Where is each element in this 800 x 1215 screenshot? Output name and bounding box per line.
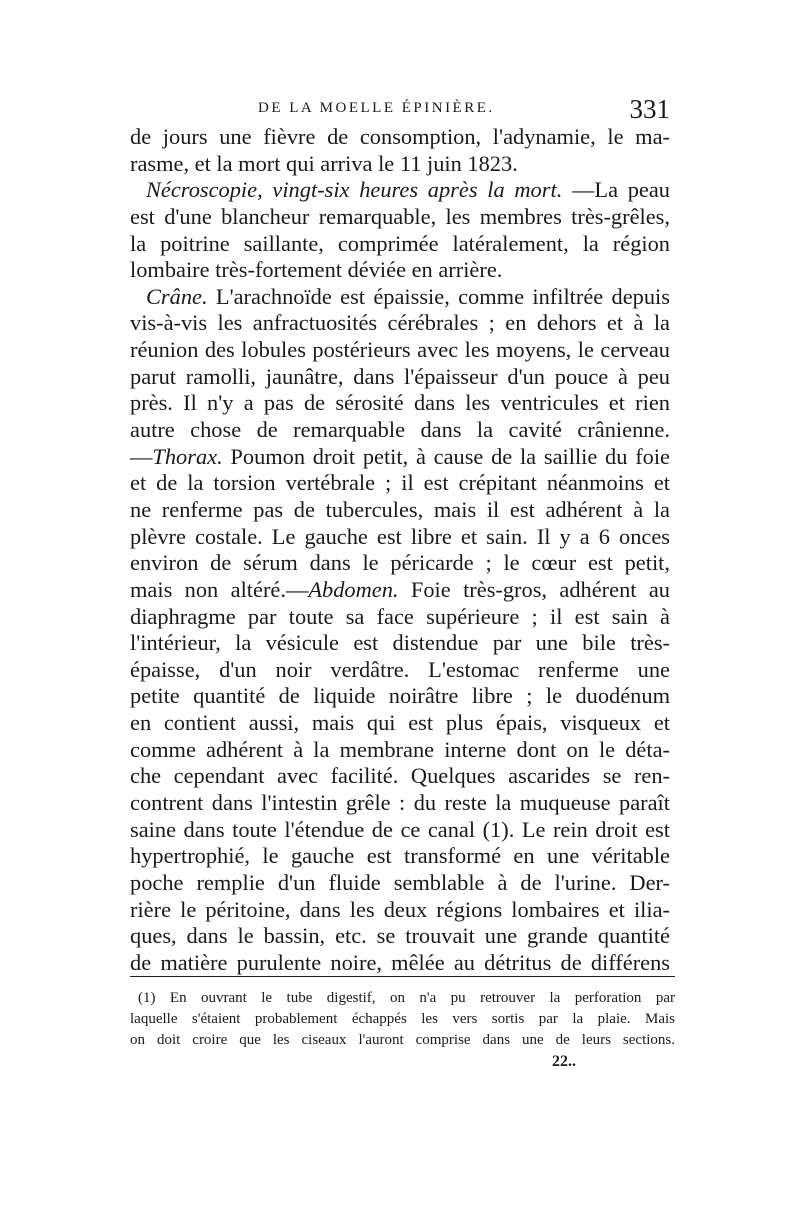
line-part: mais non altéré.— bbox=[130, 576, 309, 602]
italic-heading: Crâne. bbox=[146, 283, 208, 309]
line-rest: Foie très-gros, adhérent au bbox=[398, 576, 670, 602]
text-line: de matière purulente noire, mêlée au détritus de différens bbox=[130, 949, 670, 975]
footnote-line: on doit croire que les ciseaux l'auront comprise dans une de leurs sections. bbox=[130, 1032, 675, 1048]
footnote bbox=[130, 988, 675, 1051]
line-part: — bbox=[130, 443, 153, 469]
text-line: ques, dans le bassin, etc. se trouvait une grande quantité bbox=[130, 923, 670, 949]
text-line: che cependant avec facilité. Quelques ascarides se ren- bbox=[130, 763, 670, 789]
text-line: rière le péritoine, dans les deux régions lombaires et ilia- bbox=[130, 896, 670, 922]
text-line: de jours une fièvre de consomption, l'adynamie, le ma- bbox=[130, 124, 670, 149]
text-line: parut ramolli, jaunâtre, dans l'épaisseur d'un pouce à peu bbox=[130, 363, 670, 389]
text-line: diaphragme par toute sa face supérieure ; il est sain à bbox=[130, 603, 670, 629]
text-line: hypertrophié, le gauche est transformé en une véritable bbox=[130, 843, 670, 869]
text-line: lombaire très-fortement déviée en arrière. bbox=[130, 257, 503, 283]
italic-heading: Abdomen. bbox=[308, 576, 399, 602]
footnote-line: laquelle s'étaient probablement échappés les vers sortis par la plaie. Mais bbox=[130, 1011, 675, 1027]
page-number: 331 bbox=[629, 94, 670, 124]
text-line: près. Il n'y a pas de sérosité dans les ventricules et rien bbox=[130, 390, 670, 416]
text-line: poche remplie d'un fluide semblable à de l'urine. Der- bbox=[130, 869, 670, 895]
text-line bbox=[130, 284, 670, 311]
text-line: saine dans toute l'étendue de ce canal (1). Le rein droit est bbox=[130, 816, 670, 842]
running-title: DE LA MOELLE ÉPINIÈRE. bbox=[258, 100, 495, 116]
line-rest: L'arachnoïde est épaissie, comme infiltrée depuis bbox=[207, 283, 670, 309]
text-line: autre chose de remarquable dans la cavité crânienne. bbox=[130, 417, 670, 443]
main-text bbox=[130, 124, 670, 977]
text-line: contrent dans l'intestin grêle : du reste la muqueuse paraît bbox=[130, 790, 670, 816]
text-line: réunion des lobules postérieurs avec les moyens, le cerveau bbox=[130, 337, 670, 363]
italic-heading: Thorax. bbox=[152, 443, 223, 469]
text-line: environ de sérum dans le péricarde ; le cœur est petit, bbox=[130, 550, 670, 576]
signature-mark: 22.. bbox=[552, 1053, 576, 1070]
text-line: petite quantité de liquide noirâtre libre ; le duodénum bbox=[130, 683, 670, 709]
text-line bbox=[130, 177, 670, 204]
text-line: ne renferme pas de tubercules, mais il est adhérent à la bbox=[130, 496, 670, 522]
text-line bbox=[130, 444, 670, 471]
text-line bbox=[130, 577, 670, 604]
line-rest: Poumon droit petit, à cause de la saillie du foie bbox=[222, 443, 670, 469]
text-line: vis-à-vis les anfractuosités cérébrales ; en dehors et à la bbox=[130, 310, 670, 336]
text-line: plèvre costale. Le gauche est libre et sain. Il y a 6 onces bbox=[130, 523, 670, 549]
text-line: est d'une blancheur remarquable, les membres très-grêles, bbox=[130, 203, 670, 229]
italic-heading: Nécroscopie, vingt-six heures après la mort. bbox=[146, 177, 563, 203]
text-line: la poitrine saillante, comprimée latéralement, la région bbox=[130, 230, 670, 256]
footnote-line: (1) En ouvrant le tube digestif, on n'a pu retrouver la perforation par bbox=[138, 990, 675, 1006]
line-rest: —La peau bbox=[562, 177, 670, 203]
text-line: l'intérieur, la vésicule est distendue par une bile très- bbox=[130, 630, 670, 656]
text-line: épaisse, d'un noir verdâtre. L'estomac renferme une bbox=[130, 656, 670, 682]
text-line: comme adhérent à la membrane interne dont on le déta- bbox=[130, 736, 670, 762]
text-line: et de la torsion vertébrale ; il est crépitant néanmoins et bbox=[130, 470, 670, 496]
text-line: en contient aussi, mais qui est plus épais, visqueux et bbox=[130, 710, 670, 736]
footnote-rule bbox=[130, 976, 675, 977]
text-line: rasme, et la mort qui arriva le 11 juin 1823. bbox=[130, 150, 518, 176]
